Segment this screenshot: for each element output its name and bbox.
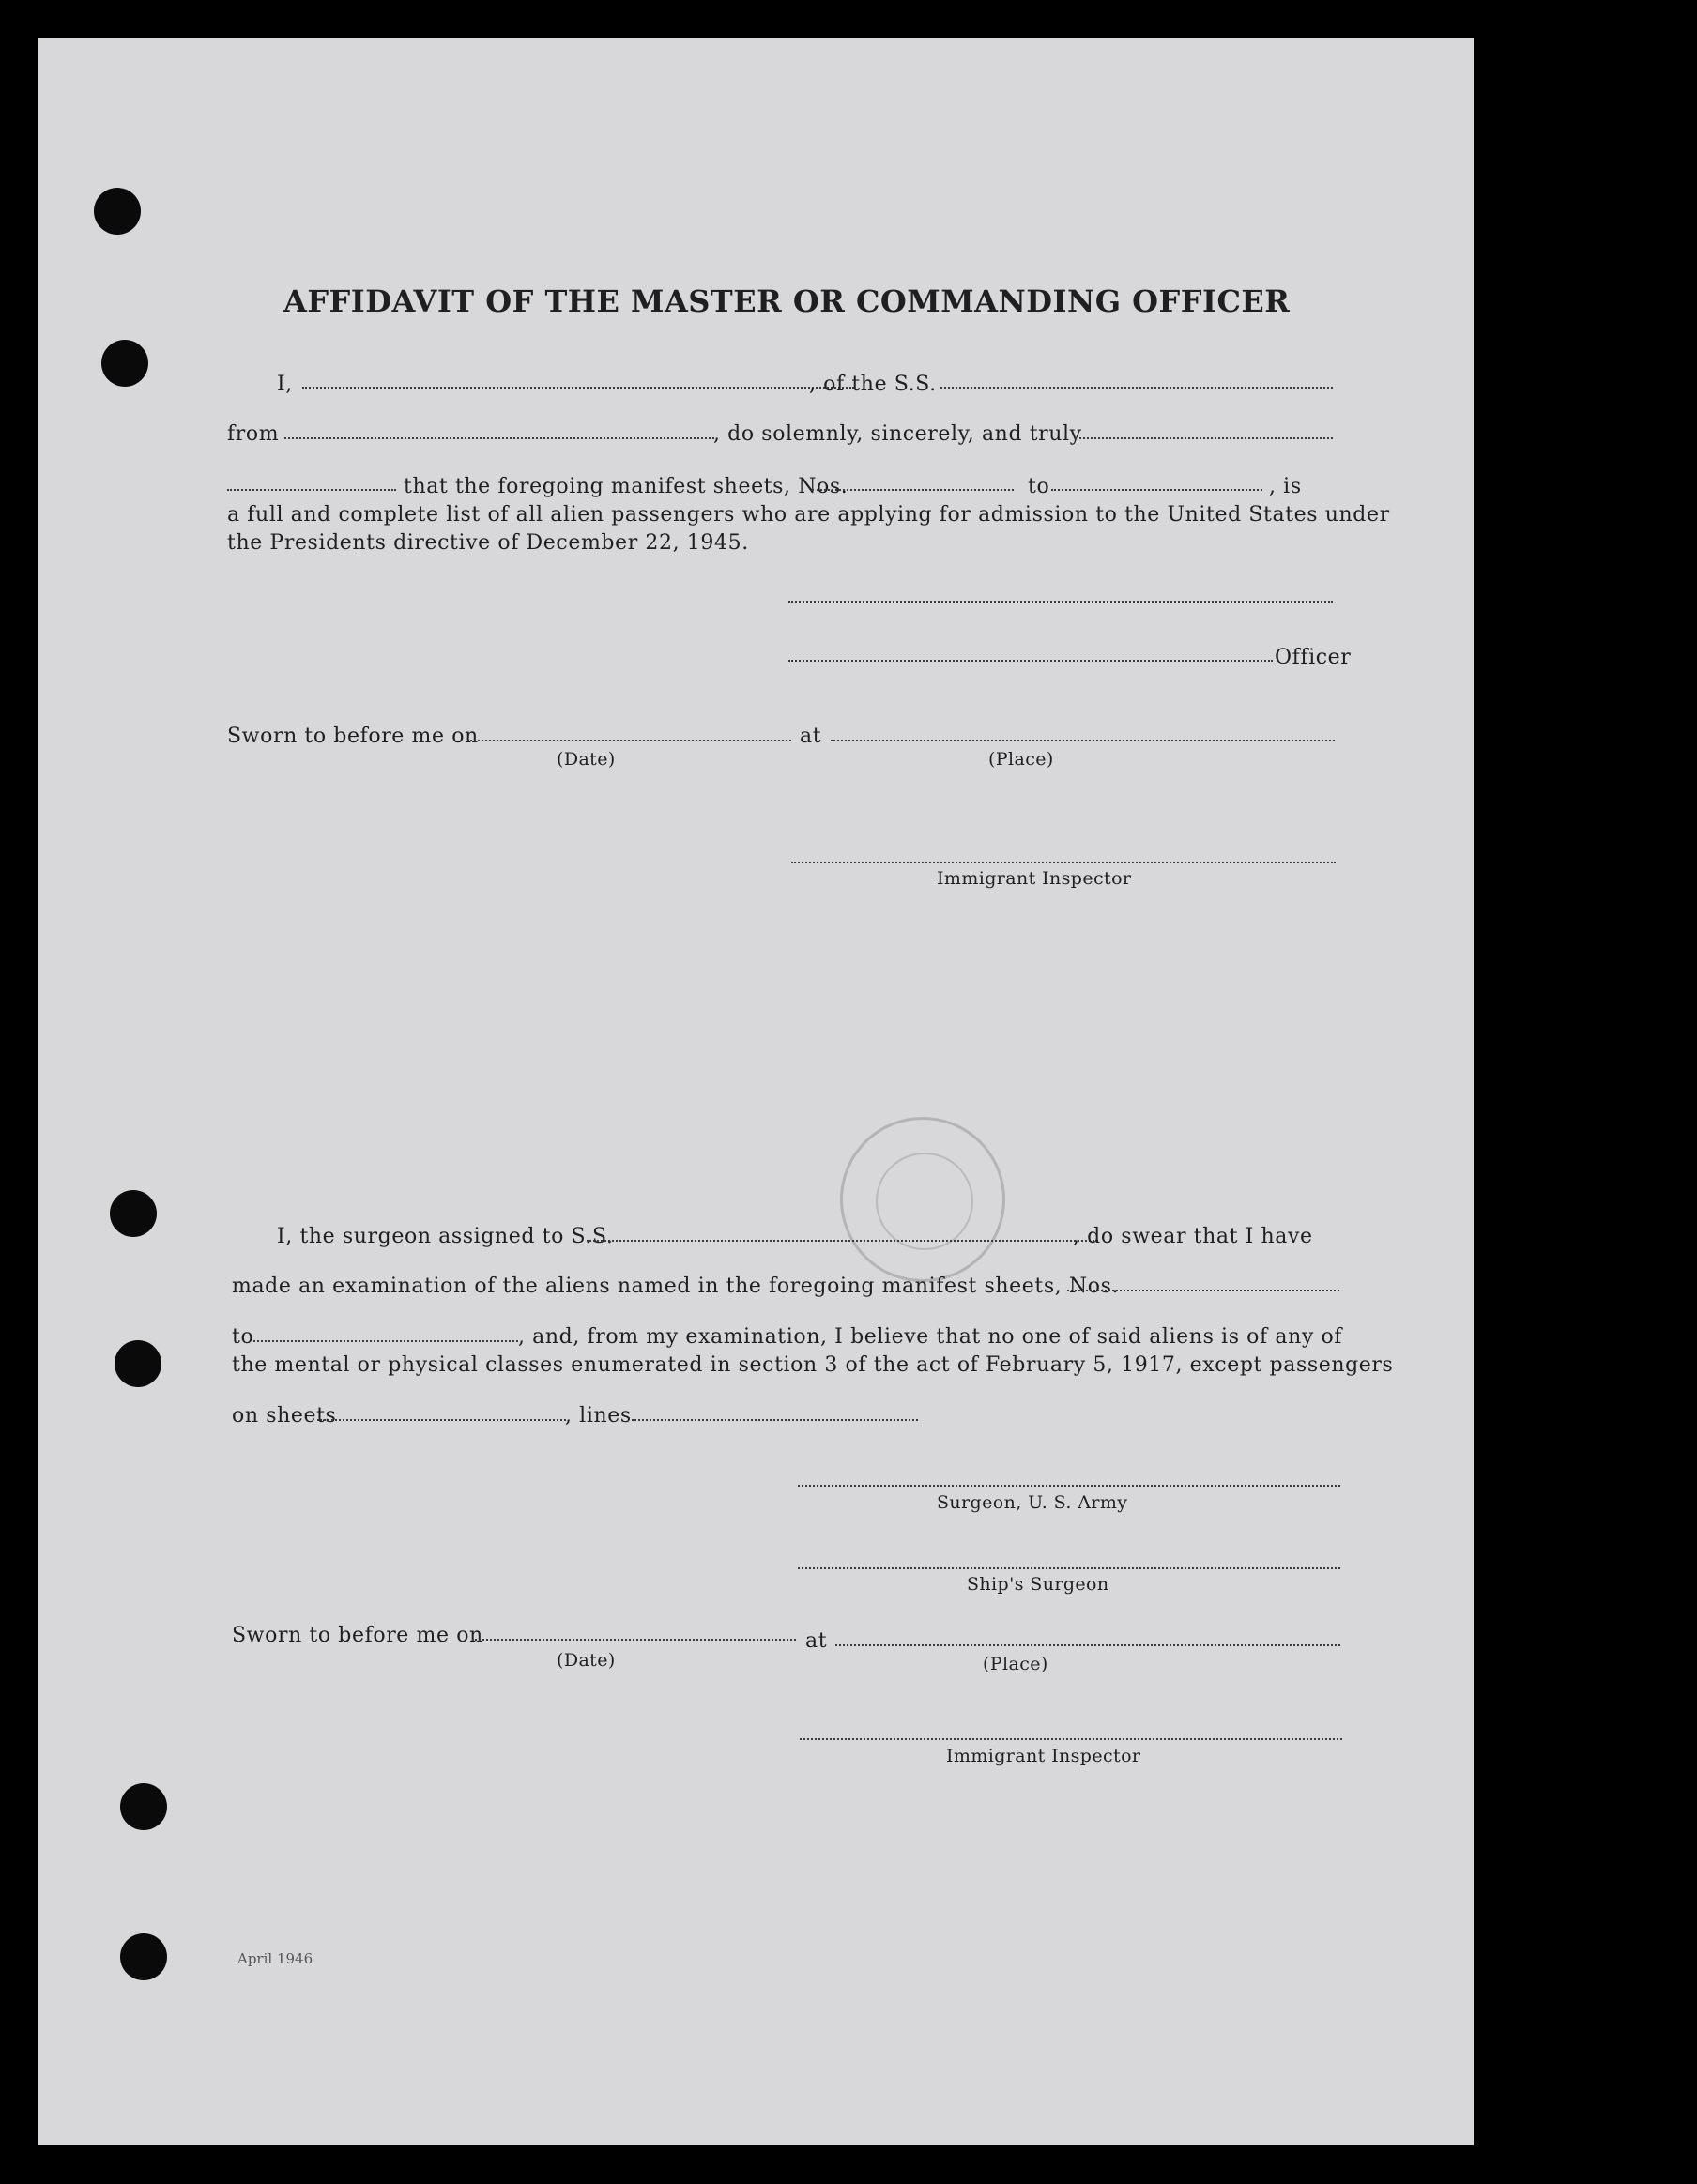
to-text-2: to <box>232 1325 254 1349</box>
statement-line-4: a full and complete list of all alien passengers who are applying for admission to the United States under <box>227 503 1390 527</box>
to-text: to <box>1028 475 1050 498</box>
at-text: at <box>800 725 822 748</box>
punch-hole <box>101 340 148 387</box>
date-label-2: (Date) <box>557 1650 616 1671</box>
i-prefix: I, <box>277 373 293 396</box>
ships-surgeon-label: Ship's Surgeon <box>967 1574 1109 1595</box>
page-title: AFFIDAVIT OF THE MASTER OR COMMANDING OFFICER <box>283 283 1291 319</box>
punch-hole <box>94 188 141 235</box>
inspector-signature-line-2[interactable] <box>800 1738 1342 1740</box>
mental-classes-text: the mental or physical classes enumerated in section 3 of the act of February 5, 1917, except passengers <box>232 1353 1394 1377</box>
swear-field[interactable] <box>1075 437 1333 439</box>
on-sheets-text: on sheets <box>232 1404 337 1428</box>
place-label-2: (Place) <box>983 1654 1048 1674</box>
from-text: from <box>227 422 280 446</box>
surgeon-army-label: Surgeon, U. S. Army <box>937 1492 1128 1513</box>
inspector-label-2: Immigrant Inspector <box>946 1746 1141 1766</box>
signature-line[interactable] <box>788 601 1333 603</box>
sheet-from-field[interactable] <box>812 489 1014 491</box>
is-text: , is <box>1269 475 1302 498</box>
and-from-text: , and, from my examination, I believe that no one of said aliens is of any of <box>518 1325 1343 1349</box>
sworn-text: Sworn to before me on <box>227 725 479 748</box>
exam-sheets-to-field[interactable] <box>253 1340 518 1342</box>
lines-text: , lines <box>565 1404 632 1428</box>
inspector-signature-line[interactable] <box>791 862 1336 863</box>
inspector-label: Immigrant Inspector <box>937 868 1132 889</box>
exam-sheets-from-field[interactable] <box>1067 1290 1339 1291</box>
made-exam-text: made an examination of the aliens named in the foregoing manifest sheets, Nos. <box>232 1275 1120 1298</box>
army-surgeon-signature-line[interactable] <box>798 1485 1340 1487</box>
affirm-field[interactable] <box>227 489 396 491</box>
place-label: (Place) <box>988 749 1054 770</box>
master-name-field[interactable] <box>302 387 854 389</box>
form-date: April 1946 <box>237 1950 313 1967</box>
sheet-to-field[interactable] <box>1051 489 1262 491</box>
from-field[interactable] <box>284 437 714 439</box>
sworn-place-field[interactable] <box>831 740 1335 741</box>
sworn-date-field[interactable] <box>467 740 791 741</box>
of-ss-text: , of the S.S. <box>809 373 937 396</box>
except-lines-field[interactable] <box>632 1419 918 1421</box>
except-sheets-field[interactable] <box>317 1419 566 1421</box>
inspection-stamp <box>840 1117 1005 1282</box>
affidavit-page <box>38 38 1474 2145</box>
ship-name-field[interactable] <box>940 387 1333 389</box>
sworn-text-2: Sworn to before me on <box>232 1624 483 1647</box>
do-swear-text: , do swear that I have <box>1073 1225 1313 1248</box>
officer-title-field[interactable] <box>788 660 1273 662</box>
do-solemnly-text: , do solemnly, sincerely, and truly <box>713 422 1082 446</box>
surgeon-ship-field[interactable] <box>587 1240 1098 1242</box>
that-foregoing-text: that the foregoing manifest sheets, Nos. <box>404 475 848 498</box>
statement-line-5: the Presidents directive of December 22, 1945. <box>227 531 749 555</box>
sworn-place-field-2[interactable] <box>835 1644 1340 1646</box>
surgeon-prefix: I, the surgeon assigned to S.S. <box>277 1225 614 1248</box>
officer-label: Officer <box>1275 646 1352 669</box>
date-label: (Date) <box>557 749 616 770</box>
punch-hole <box>120 1783 167 1830</box>
punch-hole <box>120 1933 167 1980</box>
punch-hole <box>115 1340 161 1387</box>
ships-surgeon-signature-line[interactable] <box>798 1567 1340 1569</box>
sworn-date-field-2[interactable] <box>472 1639 796 1641</box>
at-text-2: at <box>805 1629 828 1653</box>
punch-hole <box>110 1190 157 1237</box>
